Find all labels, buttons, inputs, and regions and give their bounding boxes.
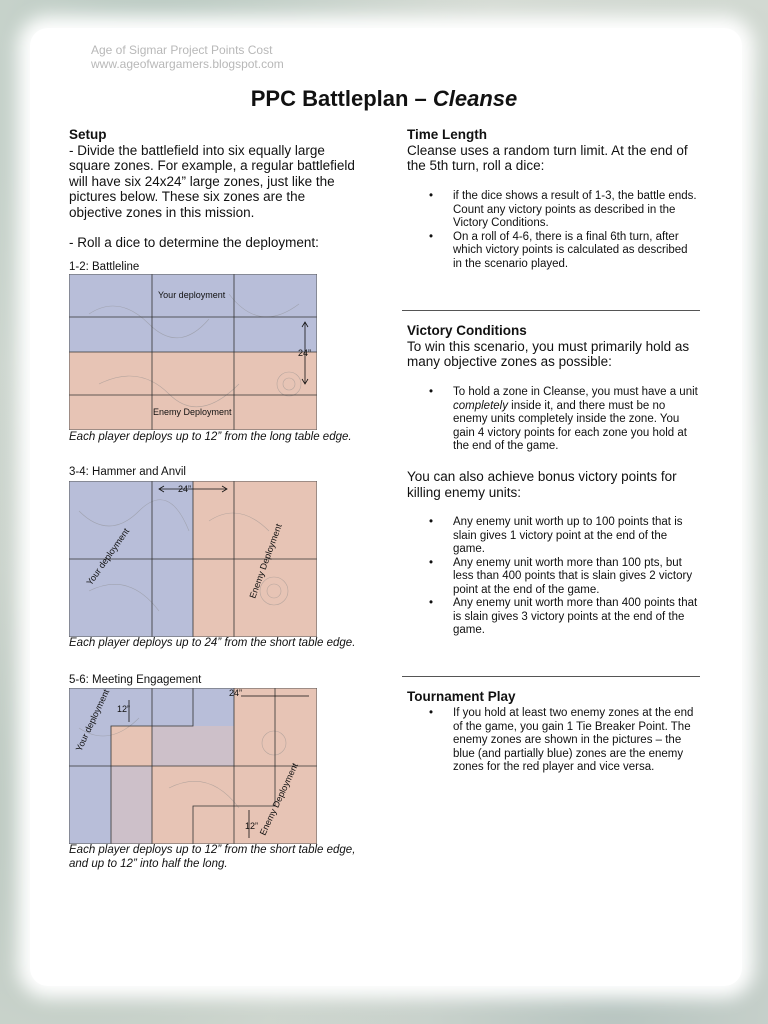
- deploy3-distance-12a: 12”: [117, 704, 131, 714]
- deploy2-caption: Each player deploys up to 24” from the short table edge.: [69, 637, 356, 649]
- title-main: PPC Battleplan –: [250, 86, 433, 111]
- deploy2-enemy-label: Enemy Deployment: [247, 522, 284, 600]
- title-italic: Cleanse: [432, 86, 518, 111]
- tournament-section: [407, 689, 699, 705]
- header-url: www.ageofwargamers.blogspot.com: [91, 57, 284, 71]
- setup-section: [69, 127, 359, 251]
- time-section: [407, 127, 699, 174]
- tournament-bullet: • If you hold at least two enemy zones at the end of the game, you gain 1 Tie Breaker Point. The enemy zones are shown in the pictures – the blue (and partially blue) zones are the enemy zones for the red player and vice versa.: [407, 707, 699, 775]
- victory-bullets: [407, 386, 699, 454]
- deploy2-map: [69, 481, 317, 637]
- time-bullets: [407, 190, 699, 271]
- deploy3-caption: Each player deploys up to 12” from the short table edge, and up to 12” into half the long.: [69, 844, 356, 870]
- victory-bullet-text: inside it, and there must be no enemy units completely inside the zone. You gain 4 victory points for each zone you hold at the end of the game.: [453, 399, 687, 452]
- deploy3-distance-12b: 12”: [245, 821, 259, 831]
- page-header: [91, 43, 284, 71]
- deploy3-enemy-label: Enemy Deployment: [257, 761, 301, 837]
- victory-intro: To win this scenario, you must primarily hold as many objective zones as possible:: [407, 338, 690, 369]
- deploy1-distance: 24”: [298, 348, 312, 358]
- section-divider: [402, 310, 700, 311]
- tournament-bullets: [407, 707, 699, 775]
- victory-heading: Victory Conditions: [407, 323, 527, 338]
- deploy1-caption: Each player deploys up to 12” from the long table edge.: [69, 431, 352, 443]
- time-heading: Time Length: [407, 127, 488, 142]
- victory-bullet: [407, 386, 699, 454]
- victory-bullet-text: To hold a zone in Cleanse, you must have a unit: [453, 386, 698, 398]
- deploy1-map: [69, 274, 317, 430]
- deploy3-your-label: Your deployment: [73, 688, 112, 753]
- deploy2-your-label: Your deployment: [84, 526, 132, 588]
- time-bullet: • On a roll of 4-6, there is a final 6th turn, after which victory points is calculated as described in the scenario played.: [407, 231, 699, 272]
- time-bullet: • if the dice shows a result of 1-3, the battle ends. Count any victory points as described in the Victory Conditions.: [407, 190, 699, 231]
- deploy1-enemy-label: Enemy Deployment: [153, 407, 232, 417]
- deploy2-distance: 24”: [178, 484, 192, 494]
- bonus-bullets: [407, 516, 699, 638]
- bonus-bullet: • Any enemy unit worth up to 100 points that is slain gives 1 victory point at the end of the game.: [407, 516, 699, 557]
- bonus-bullet: • Any enemy unit worth more than 400 points that is slain gives 3 victory points at the end of the game.: [407, 597, 699, 638]
- setup-heading: Setup: [69, 127, 107, 142]
- deploy3-map: [69, 688, 317, 844]
- tournament-heading: Tournament Play: [407, 689, 516, 704]
- deploy1-label: 1-2: Battleline: [69, 261, 140, 273]
- setup-para2: - Roll a dice to determine the deployment:: [69, 235, 319, 250]
- page-title: [0, 86, 768, 112]
- victory-section: [407, 323, 699, 370]
- deploy3-distance: 24”: [229, 688, 243, 698]
- time-intro: Cleanse uses a random turn limit. At the end of the 5th turn, roll a dice:: [407, 142, 688, 173]
- header-line1: Age of Sigmar Project Points Cost: [91, 43, 273, 57]
- deploy3-label: 5-6: Meeting Engagement: [69, 674, 202, 686]
- bonus-intro: You can also achieve bonus victory points for killing enemy units:: [407, 469, 677, 500]
- deploy1-your-label: Your deployment: [158, 290, 226, 300]
- deploy2-label: 3-4: Hammer and Anvil: [69, 466, 186, 478]
- setup-para1: - Divide the battlefield into six equally large square zones. For example, a regular battlefield will have six 24x24” large zones, just like the pictures below. These six zones are the objective zones in this mission.: [69, 142, 355, 220]
- victory-bullet-emphasis: completely: [453, 399, 508, 412]
- section-divider: [402, 676, 700, 677]
- bonus-bullet: • Any enemy unit worth more than 100 pts, but less than 400 points that is slain gives 2 victory point at the end of the game.: [407, 557, 699, 598]
